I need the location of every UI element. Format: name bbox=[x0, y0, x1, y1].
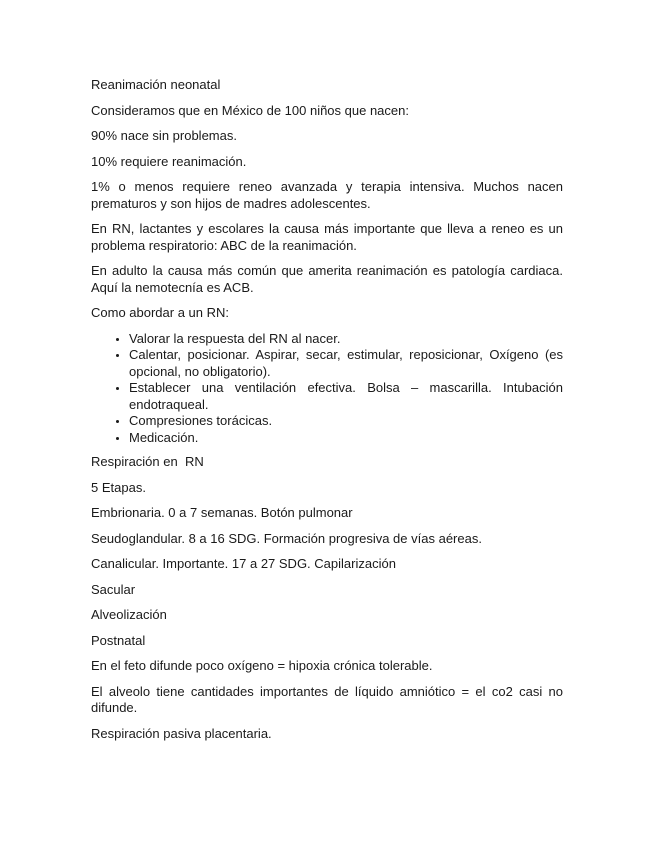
fetus-oxygen-paragraph: En el feto difunde poco oxígeno = hipoxia crónica tolerable. bbox=[91, 658, 433, 673]
document-title: Reanimación neonatal bbox=[91, 77, 221, 92]
stage-alveolizacion: Alveolización bbox=[91, 607, 167, 622]
approach-item-calentar: • Calentar, posicionar. Aspirar, secar, estimular, reposicionar, Oxígeno (es opcional, no obligatorio). bbox=[129, 347, 563, 380]
approach-heading: Como abordar a un RN: bbox=[91, 305, 230, 320]
stage-sacular: Sacular bbox=[91, 581, 136, 597]
stat-10-paragraph: 10% requiere reanimación. bbox=[91, 153, 247, 169]
approach-item-medicacion: • Medicación. bbox=[129, 430, 563, 447]
stages-count: 5 Etapas. bbox=[91, 479, 146, 495]
alveolo-paragraph: El alveolo tiene cantidades importantes de líquido amniótico = el co2 casi no difunde. bbox=[91, 683, 563, 715]
approach-item-ventilacion: • Establecer una ventilación efectiva. Bolsa – mascarilla. Intubación endotraqueal. bbox=[129, 380, 563, 413]
approach-item-compresiones: • Compresiones torácicas. bbox=[129, 413, 563, 430]
stage-canalicular: Canalicular. Importante. 17 a 27 SDG. Capilarización bbox=[91, 556, 396, 571]
approach-list bbox=[91, 331, 563, 447]
approach-item-valorar: • Valorar la respuesta del RN al nacer. bbox=[129, 331, 563, 348]
intro-paragraph: Consideramos que en México de 100 niños que nacen: bbox=[91, 102, 409, 118]
respiration-heading: Respiración en RN bbox=[91, 454, 204, 469]
document-body bbox=[91, 77, 563, 751]
stat-90-paragraph: 90% nace sin problemas. bbox=[91, 128, 237, 143]
rn-cause-paragraph: En RN, lactantes y escolares la causa más importante que lleva a reneo es un problema respiratorio: ABC de la reanimación. bbox=[91, 221, 563, 253]
stage-seudoglandular: Seudoglandular. 8 a 16 SDG. Formación progresiva de vías aéreas. bbox=[91, 530, 482, 546]
stat-1-paragraph: 1% o menos requiere reneo avanzada y terapia intensiva. Muchos nacen prematuros y son hijos de madres adolescentes. bbox=[91, 179, 563, 211]
adult-cause-paragraph: En adulto la causa más común que amerita reanimación es patología cardiaca. Aquí la nemotecnía es ACB. bbox=[91, 263, 563, 295]
passive-respiration-paragraph: Respiración pasiva placentaria. bbox=[91, 725, 272, 741]
stage-embrionaria: Embrionaria. 0 a 7 semanas. Botón pulmonar bbox=[91, 505, 353, 520]
stage-postnatal: Postnatal bbox=[91, 632, 146, 648]
